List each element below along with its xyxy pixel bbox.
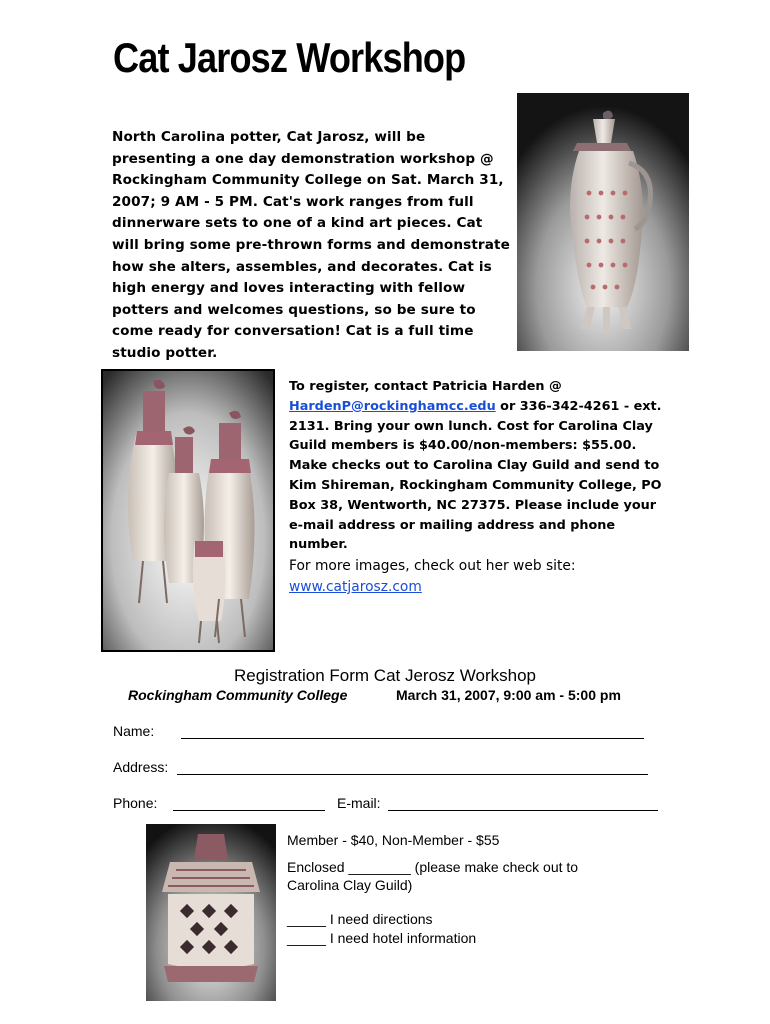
enclosed-line-1: Enclosed ________ (please make check out to <box>287 859 579 875</box>
form-title: Registration Form Cat Jerosz Workshop <box>233 666 536 685</box>
phone-field[interactable] <box>173 810 325 811</box>
more-images-text: For more images, check out her web site: <box>289 558 576 574</box>
register-suffix: or 336-342-4261 - ext. 2131. Bring your own lunch. Cost for Carolina Clay Guild members is $40.00/non-members: $55.00. Make checks out to Carolina Clay Guild and send to Kim Shireman, Rockingham Community College, PO Box 38, Wentworth, NC 27375. Please include your e-mail address or mailing address and phone number. <box>289 398 662 553</box>
page-title: Cat Jarosz Workshop <box>113 34 466 81</box>
lantern-box-photo <box>146 824 276 1001</box>
register-prefix: To register, contact Patricia Harden @ <box>289 379 562 394</box>
directions-option[interactable]: _____ I need directions <box>287 911 433 927</box>
vase-group-photo <box>101 369 275 652</box>
form-college: Rockingham Community College <box>128 687 348 703</box>
pricing-text: Member - $40, Non-Member - $55 <box>287 832 500 848</box>
registration-info <box>289 377 664 555</box>
address-label: Address: <box>113 759 169 775</box>
contact-email-link[interactable]: HardenP@rockinghamcc.edu <box>289 398 496 414</box>
more-images <box>289 556 664 598</box>
email-label: E-mail: <box>337 795 381 811</box>
hotel-option[interactable]: _____ I need hotel information <box>287 930 477 946</box>
teapot-pitcher-photo <box>517 93 689 351</box>
address-field[interactable] <box>177 774 648 775</box>
email-field[interactable] <box>388 810 658 811</box>
website-link[interactable]: www.catjarosz.com <box>289 579 422 595</box>
form-date: March 31, 2007, 9:00 am - 5:00 pm <box>396 687 621 703</box>
name-field[interactable] <box>181 738 644 739</box>
enclosed-line-2: Carolina Clay Guild) <box>287 877 413 893</box>
intro-paragraph: North Carolina potter, Cat Jarosz, will be presenting a one day demonstration workshop @ Rockingham Community College on Sat. March 31, 2007; 9 AM - 5 PM. Cat's work ranges from full dinnerware sets to one of a kind art pieces. Cat will bring some pre-thrown forms and demonstrate how she alters, assembles, and decorates. Cat is high energy and loves interacting with fellow potters and welcomes questions, so be sure to come ready for conversation! Cat is a full time studio potter. <box>112 129 510 361</box>
phone-label: Phone: <box>113 795 158 811</box>
name-label: Name: <box>113 723 155 739</box>
